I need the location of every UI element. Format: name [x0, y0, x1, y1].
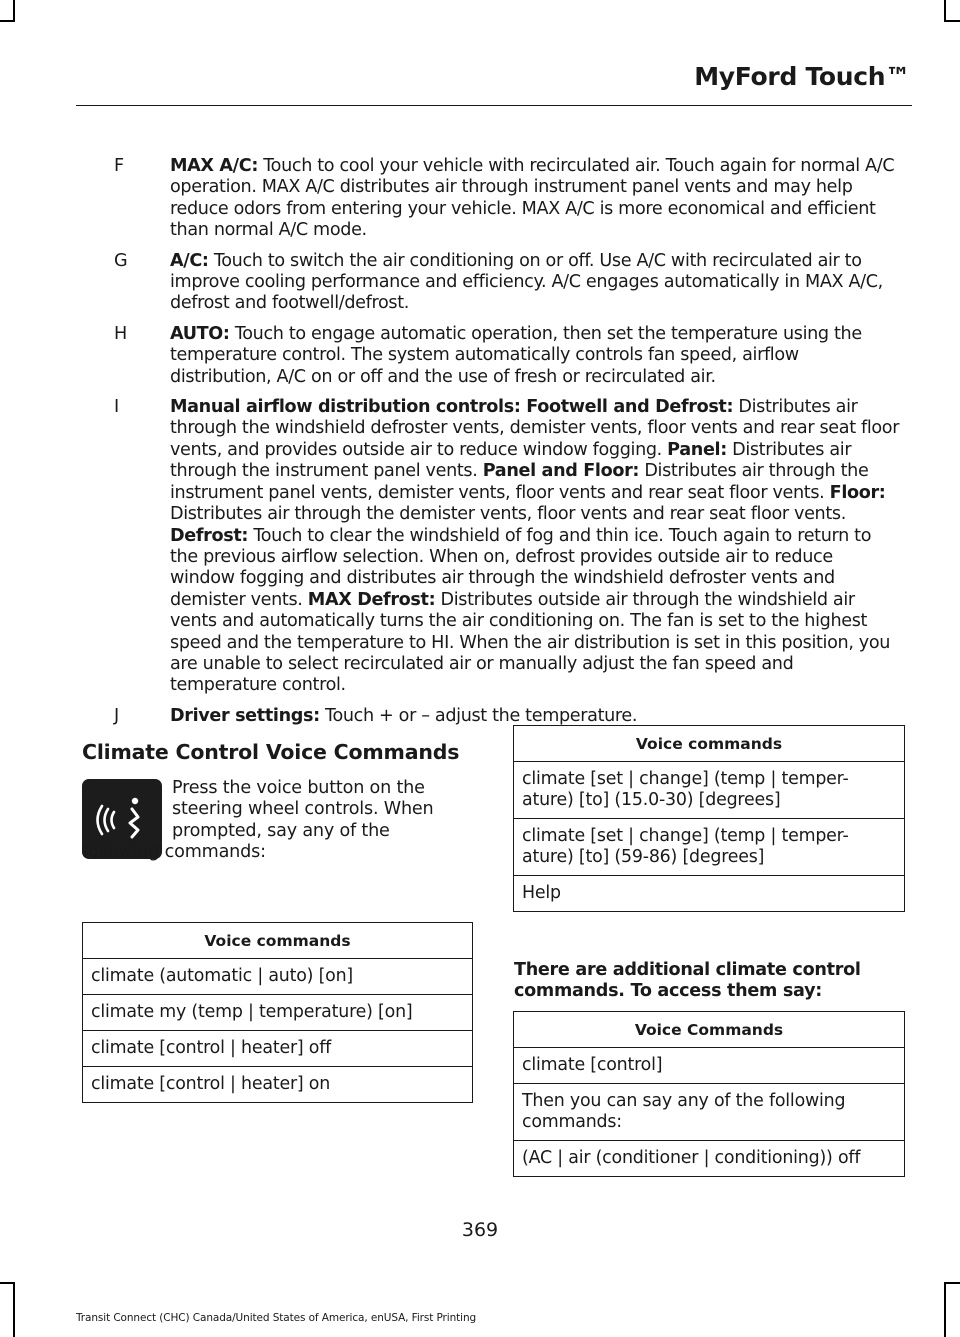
table-cell: climate [control | heater] off: [83, 1031, 473, 1067]
definition-term: Panel and Floor:: [482, 461, 640, 482]
crop-mark: [944, 0, 946, 20]
table-cell: climate (automatic | auto) [on]: [83, 959, 473, 995]
table-header: Voice commands: [83, 923, 473, 959]
definition-letter: G: [114, 250, 128, 271]
definition-text: Distributes air through the instrument panel vents.: [170, 439, 852, 482]
definition-term: Driver settings:: [170, 705, 320, 726]
definition-term: AUTO:: [170, 323, 230, 344]
definition-text: Touch to engage automatic operation, then set the temperature using the temperature control. The system automatically controls fan speed, airflow distribution, A/C on or off and the use of fresh or recirculated air.: [170, 323, 862, 387]
table-row: [514, 1141, 905, 1177]
table-row: [514, 819, 905, 876]
crop-mark: [0, 1282, 15, 1284]
definition-list: [76, 156, 912, 736]
definition-body: [170, 251, 902, 315]
definition-item: [76, 251, 912, 315]
table-cell: Then you can say any of the following commands:: [514, 1084, 905, 1141]
table-header: Voice commands: [514, 726, 905, 762]
definition-letter: J: [114, 705, 120, 726]
definition-letter: H: [114, 323, 128, 344]
table-cell: climate [set | change] (temp | temper-ature) [to] (15.0-30) [degrees]: [514, 762, 905, 819]
table-cell: Help: [514, 876, 905, 912]
table-cell: (AC | air (conditioner | conditioning)) off: [514, 1141, 905, 1177]
definition-item: [76, 397, 912, 697]
definition-term: MAX Defrost:: [307, 589, 436, 610]
section-intro: [82, 778, 472, 864]
definition-term: MAX A/C:: [170, 156, 259, 176]
intro-text: Press the voice button on the steering wheel controls. When prompted, say any of the following commands:: [82, 778, 434, 863]
voice-commands-table: [513, 725, 905, 912]
definition-body: [170, 324, 902, 388]
crop-mark: [944, 1282, 946, 1337]
table-row: [514, 1048, 905, 1084]
crop-mark: [13, 1282, 15, 1337]
additional-commands-note: There are additional climate control commands. To access them say:: [514, 960, 861, 1001]
table-header: Voice Commands: [514, 1012, 905, 1048]
table-cell: climate [control | heater] on: [83, 1067, 473, 1103]
definition-body: [170, 156, 902, 242]
table-cell: climate [set | change] (temp | temper-ature) [to] (59-86) [degrees]: [514, 819, 905, 876]
definition-text: Touch + or – adjust the temperature.: [319, 705, 638, 726]
definition-item: [76, 156, 912, 242]
definition-text: Distributes outside air through the windshield air vents and automatically turns the air conditioning on. The fan is set to the highest speed and the temperature to HI. When the air distribution is set in this position, you are unable to select recirculated air or manually adjust the fan speed and temperature control.: [170, 589, 891, 696]
page-number: 369: [461, 1219, 499, 1241]
definition-text: Distributes air through the demister vents, floor vents and rear seat floor vents.: [170, 504, 846, 525]
crop-mark: [0, 20, 15, 22]
page-header-title: MyFord Touch™: [694, 62, 910, 91]
table-row: [514, 876, 905, 912]
definition-body: [170, 706, 902, 727]
definition-text: Distributes air through the windshield defroster vents, demister vents, floor vents and rear seat floor vents, and provides outside air to reduce window fogging.: [170, 397, 900, 460]
table-row: [83, 1067, 473, 1103]
table-cell: climate my (temp | temperature) [on]: [83, 995, 473, 1031]
header-rule: [76, 105, 912, 106]
definition-text: Distributes air through the instrument panel vents, demister vents, floor vents and rear seat floor vents.: [170, 461, 869, 503]
table-row: [514, 762, 905, 819]
table-row: [514, 1084, 905, 1141]
page-footer: Transit Connect (CHC) Canada/United States of America, enUSA, First Printing: [76, 1312, 477, 1324]
definition-body: [170, 397, 902, 697]
definition-letter: F: [114, 156, 125, 176]
definition-item: [76, 706, 912, 727]
definition-term: Manual airflow distribution controls: Footwell and Defrost:: [170, 397, 734, 418]
definition-term: Defrost:: [170, 525, 249, 546]
definition-term: Panel:: [667, 439, 727, 460]
definition-item: [76, 324, 912, 388]
definition-text: Touch to clear the windshield of fog and thin ice. Touch again to return to the previous airflow selection. When on, defrost provides outside air to reduce window fogging and distributes air through the windshield defroster vents and demister vents.: [170, 525, 872, 610]
table-row: [83, 959, 473, 995]
table-cell: climate [control]: [514, 1048, 905, 1084]
table-row: [83, 995, 473, 1031]
definition-text: Touch to switch the air conditioning on or off. Use A/C with recirculated air to improve cooling performance and efficiency. A/C engages automatically in MAX A/C, defrost and footwell/defrost.: [170, 250, 883, 314]
crop-mark: [944, 20, 960, 22]
crop-mark: [944, 1282, 960, 1284]
definition-letter: I: [114, 397, 120, 418]
definition-term: Floor:: [829, 482, 886, 503]
definition-text: Touch to cool your vehicle with recirculated air. Touch again for normal A/C operation. MAX A/C distributes air through instrument panel vents and may help reduce odors from entering your vehicle. MAX A/C is more economical and efficient than normal A/C mode.: [170, 156, 895, 241]
definition-term: A/C:: [170, 250, 209, 271]
voice-commands-table: [513, 1011, 905, 1177]
section-title: Climate Control Voice Commands: [82, 740, 460, 764]
crop-mark: [13, 0, 15, 20]
voice-commands-table: [82, 922, 473, 1103]
table-row: [83, 1031, 473, 1067]
